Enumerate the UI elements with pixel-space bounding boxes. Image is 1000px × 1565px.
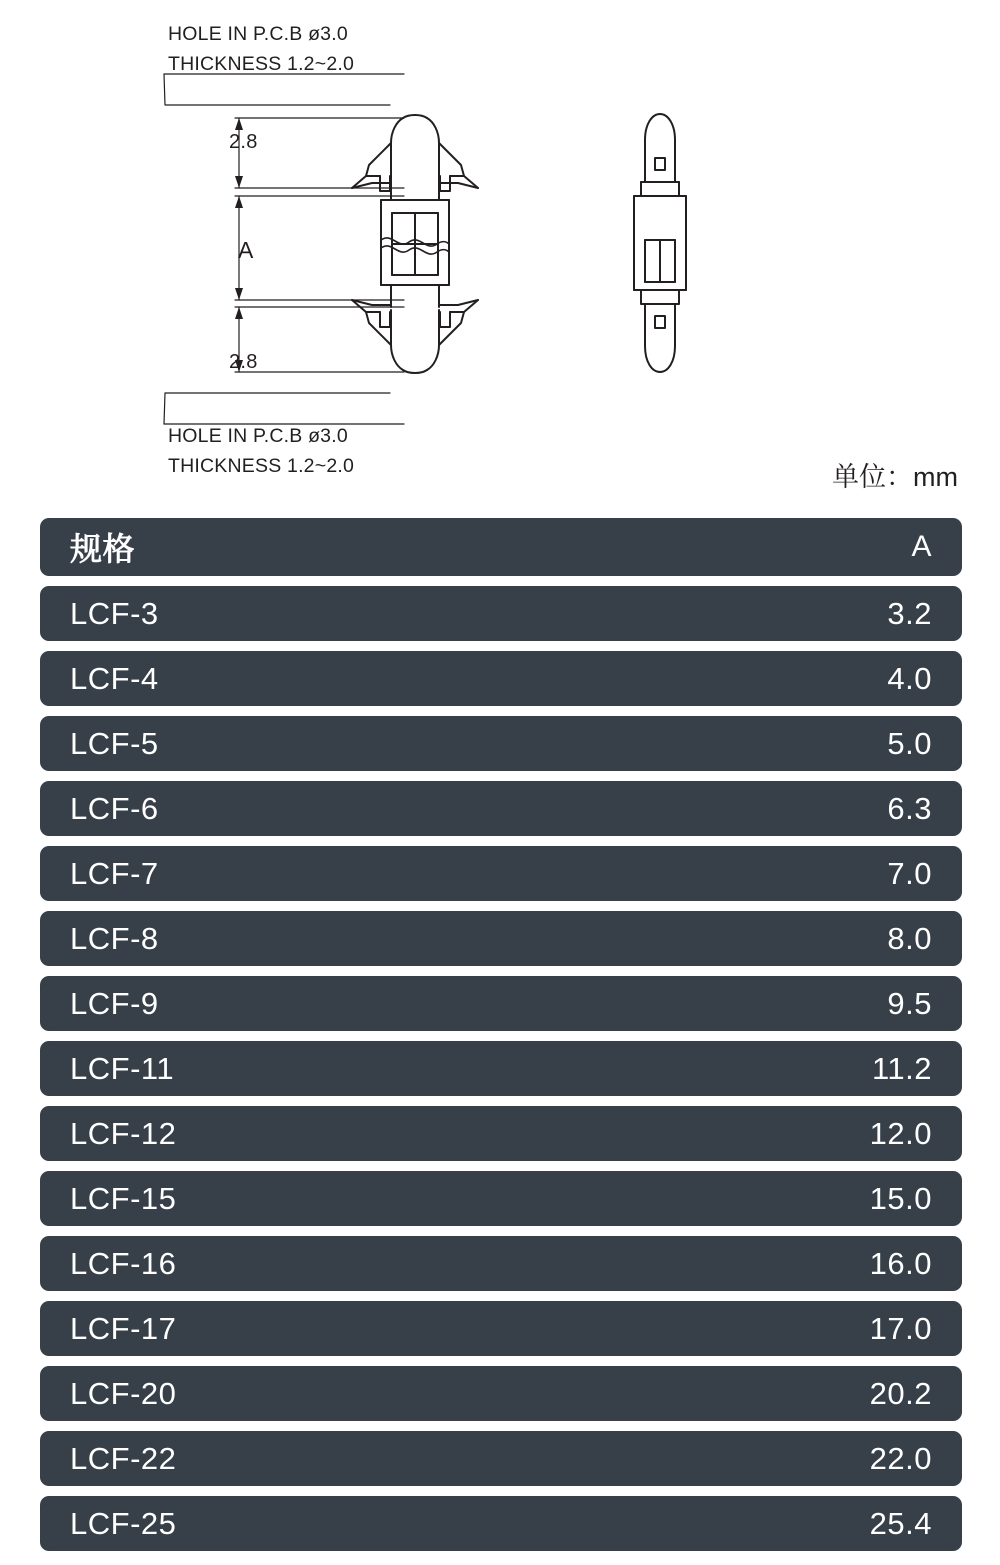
header-spec: 规格	[70, 531, 136, 567]
cell-a: 7.0	[887, 855, 932, 891]
front-view-top-barb	[352, 115, 478, 200]
cell-a: 5.0	[887, 725, 932, 761]
spec-table	[40, 518, 962, 1561]
table-row	[40, 1106, 962, 1161]
side-view	[634, 114, 686, 372]
table-row	[40, 1171, 962, 1226]
cell-spec: LCF-20	[70, 1375, 177, 1411]
cell-spec: LCF-4	[70, 660, 159, 696]
cell-spec: LCF-3	[70, 595, 159, 631]
dimension-top-2-8: 2.8	[229, 131, 258, 153]
cell-spec: LCF-12	[70, 1115, 177, 1151]
cell-spec: LCF-7	[70, 855, 159, 891]
table-row	[40, 976, 962, 1031]
cell-a: 25.4	[869, 1505, 932, 1541]
note-top-thickness: THICKNESS 1.2~2.0	[168, 53, 355, 75]
header-a: A	[911, 530, 932, 563]
note-bottom-hole: HOLE IN P.C.B ø3.0	[168, 425, 348, 447]
cell-a: 17.0	[869, 1310, 932, 1346]
dimension-bottom-2-8: 2.8	[229, 351, 258, 373]
cell-a: 6.3	[887, 790, 932, 826]
table-row	[40, 911, 962, 966]
cell-a: 9.5	[887, 985, 932, 1021]
table-row	[40, 651, 962, 706]
cell-a: 3.2	[887, 595, 932, 631]
cell-spec: LCF-8	[70, 920, 159, 956]
front-view-bottom-barb	[352, 285, 478, 373]
cell-spec: LCF-15	[70, 1180, 177, 1216]
dimension-a: A	[238, 237, 254, 263]
table-row	[40, 586, 962, 641]
table-row	[40, 1496, 962, 1551]
cell-a: 11.2	[871, 1050, 932, 1086]
cell-a: 20.2	[869, 1375, 932, 1411]
cell-spec: LCF-17	[70, 1310, 177, 1346]
cell-a: 15.0	[869, 1180, 932, 1216]
cell-spec: LCF-11	[70, 1050, 175, 1086]
table-header-row	[40, 518, 962, 576]
cell-a: 16.0	[869, 1245, 932, 1281]
table-row	[40, 781, 962, 836]
table-row	[40, 1236, 962, 1291]
cell-a: 22.0	[869, 1440, 932, 1476]
cell-a: 4.0	[887, 660, 932, 696]
cell-a: 12.0	[869, 1115, 932, 1151]
note-top-hole: HOLE IN P.C.B ø3.0	[168, 23, 348, 45]
cell-spec: LCF-9	[70, 985, 159, 1021]
table-row	[40, 1366, 962, 1421]
table-row	[40, 1431, 962, 1486]
dimension-lines	[164, 74, 404, 424]
technical-drawing	[0, 0, 1000, 500]
cell-spec: LCF-22	[70, 1440, 177, 1476]
front-view-body	[381, 200, 449, 285]
cell-spec: LCF-16	[70, 1245, 177, 1281]
note-bottom-thickness: THICKNESS 1.2~2.0	[168, 455, 355, 477]
cell-spec: LCF-5	[70, 725, 159, 761]
spacer-drawing-svg	[0, 0, 1000, 500]
cell-spec: LCF-6	[70, 790, 159, 826]
cell-spec: LCF-25	[70, 1505, 177, 1541]
table-row	[40, 716, 962, 771]
unit-note: 单位：mm	[832, 462, 958, 492]
cell-a: 8.0	[887, 920, 932, 956]
table-row	[40, 1301, 962, 1356]
table-row	[40, 1041, 962, 1096]
table-row	[40, 846, 962, 901]
